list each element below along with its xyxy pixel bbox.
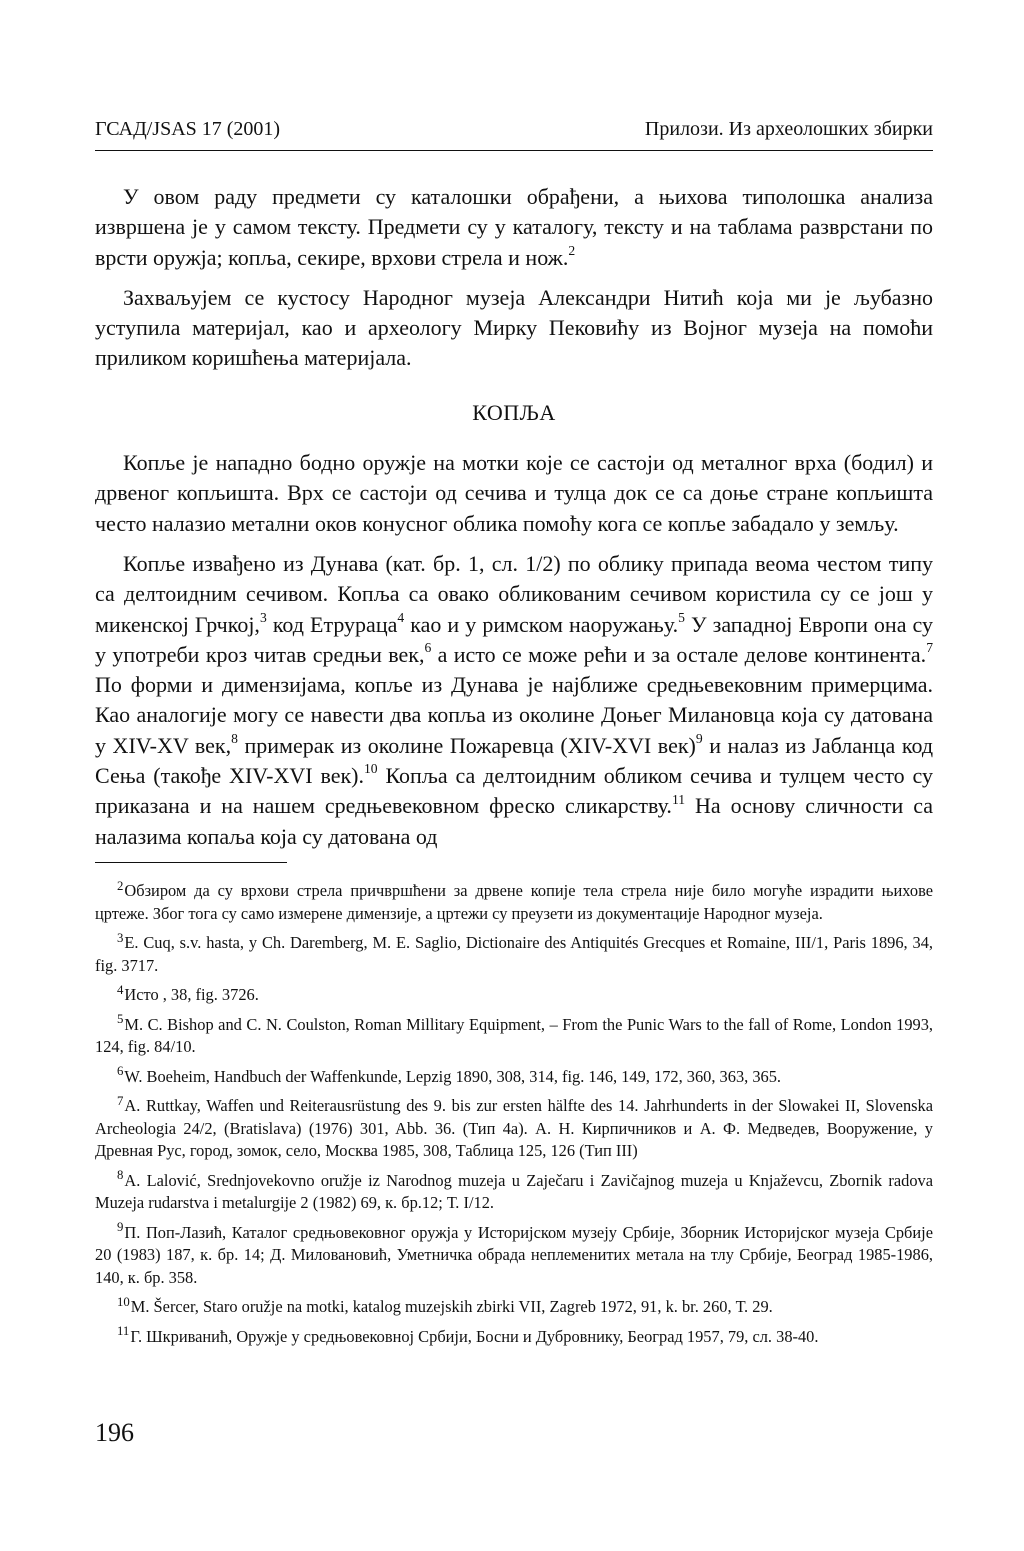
footnote [95, 1014, 933, 1059]
footnote-number: 2 [117, 878, 124, 893]
footnote-ref-8[interactable]: 8 [231, 731, 238, 747]
paragraph-thanks: Захваљујем се кустосу Народног музеја Александри Нитић која ми је љубазно уступила материјал, као и археологу Мирку Пековићу из Војног музеја на помоћи приликом коришћења материјала. [95, 284, 933, 371]
footnote-number: 6 [117, 1064, 124, 1079]
footnote-text: A. Lalović, Srednjovekovno oružje iz Narodnog muzeja u Zaječaru i Zavičajnog muzeja u Knjaževcu, Zbornik radova Muzeja rudarstva i metalurgije 2 (1982) 69, к. бр.12; Т. I/12. [95, 1170, 933, 1212]
footnote-text: E. Cuq, s.v. hasta, у Ch. Daremberg, M. E. Saglio, Dictionaire des Antiquités Grecques et Romaine, III/1, Paris 1896, 34, fig. 3717. [95, 933, 933, 975]
footnote-number: 3 [117, 930, 124, 945]
footnote-text: A. Ruttkay, Waffen und Reiterausrüstung des 9. bis zur ersten hälfte des 14. Jahrhunderts in der Slowakei II, Slovenska Archeologia 24/2, (Bratislava) (1976) 301, Abb. 36. (Тип 4a). А. Н. Кирпичников и А. Ф. Медведев, Вооружение, у Древная Рус, город, зомок, село, Москва 1985, 308, Таблица 125, 126 (Тип III) [95, 1096, 933, 1160]
footnote [95, 1326, 933, 1349]
footnote [95, 1066, 933, 1089]
paragraph-intro: У овом раду предмети су каталошки обрађени, а њихова типолошка анализа извршена је у самом тексту. Предмети су у каталогу, тексту и на таблама разврстани по врсти оружја; копља, секире, врхови стрела и нож.$^2$ [95, 184, 933, 270]
footnote-rule [95, 862, 287, 863]
footnote-ref-6[interactable]: 6 [424, 640, 432, 656]
footnote-number: 10 [117, 1294, 130, 1309]
footnote [95, 880, 933, 925]
footnote-number: 9 [117, 1220, 124, 1235]
footnote [95, 1296, 933, 1319]
footnote-text: Г. Шкриванић, Оружје у средњовековној Србији, Босни и Дубровнику, Београд 1957, 79, сл. 38-40. [130, 1326, 819, 1346]
footnote-ref-10[interactable]: 10 [363, 761, 378, 777]
footnote [95, 984, 933, 1007]
footnote-ref-2[interactable]: 2 [568, 242, 576, 258]
footnote-text: W. Boeheim, Handbuch der Waffenkunde, Lepzig 1890, 308, 314, fig. 146, 149, 172, 360, 363, 365. [124, 1066, 782, 1086]
footnote [95, 1222, 933, 1290]
header-section: Прилози. Из археолошких збирки [644, 118, 933, 140]
footnote-ref-7[interactable]: 7 [926, 640, 933, 656]
footnote-number: 11 [117, 1324, 130, 1339]
footnote-ref-11[interactable]: 11 [671, 791, 686, 807]
footnote-text: M. Šercer, Staro oružje na motki, katalog muzejskih zbirki VII, Zagreb 1972, 91, k. br. 260, Т. 29. [130, 1297, 773, 1316]
footnote-number: 5 [117, 1012, 124, 1027]
footnote-text: M. C. Bishop and C. N. Coulston, Roman Millitary Equipment, – From the Punic Wars to the fall of Rome, London 1993, 124, fig. 84/10. [95, 1014, 933, 1056]
footnote-ref-9[interactable]: 9 [695, 731, 703, 747]
page-number: 196 [95, 1418, 134, 1447]
header-journal: ГСАД/JSAS 17 (2001) [95, 118, 281, 140]
footnote-text: П. Поп-Лазић, Каталог средњовековног оружја у Историјском музеју Србије, Зборник Историјског музеја Србије 20 (1983) 187, к. бр. 14; Д. Миловановић, Уметничка обрада неплеменитих метала на тлу Србије, Београд 1985-1986, 140, к. бр. 358. [95, 1222, 933, 1287]
footnotes [95, 880, 933, 1348]
paragraph-spear-analysis: Копље извађено из Дунава (кат. бр. 1, сл. 1/2) по облику припада веома честом типу са делтоидним сечивом. Копља са овако обликованим сечивом користила су се још у микенској Грчкој,$^3$ код Етрураца$^4$ као и у римском наоружању.$^5$ У западној Европи она су у употреби кроз читав средњи век,$^6$ а исто се може рећи и за остале делове континента.$^7$ По форми и димензијама, копље из Дунава је најближе средњевековним примерцима. Као аналогије могу се навести два копља из околине Доњег Милановца која су датована у XIV-XV век,$^8$ примерак из околине Пожаревца (XIV-XVI век)$^9$ и налаз из Јабланца код Сења (такође XIV-XVI век).$^{10}$ Копља са делтоидним обликом сечива и тулцем често су приказана и на нашем средњевековном фреско сликарству.$^{11}$ На основу сличности са налазима копаља која су датована од [95, 550, 934, 849]
footnote-number: 4 [117, 982, 124, 997]
section-title: КОПЉА [472, 399, 556, 425]
footnote-number: 7 [117, 1093, 124, 1108]
paragraph-spear-definition: Копље је нападно бодно оружје на мотки које се састоји од металног врха (бодил) и дрвеног копљишта. Врх се састоји од сечива и тулца док се са доње стране копљишта често налазио метални оков конусног облика помоћу кога се копље забадало у земљу. [95, 450, 933, 536]
header-rule [95, 150, 933, 151]
footnote-ref-3[interactable]: 3 [259, 609, 267, 625]
footnote-text: Исто , 38, fig. 3726. [124, 985, 259, 1004]
main-text [95, 182, 933, 852]
footnote [95, 932, 933, 977]
footnote [95, 1095, 933, 1163]
footnote [95, 1170, 933, 1215]
running-header [95, 118, 933, 141]
footnote-text: Обзиром да су врхови стрела причвршћени за дрвене копије тела стрела није било могуће израдити њихове цртеже. Због тога су само измерене димензије, а цртежи су преузети из документације Народног музеја. [95, 881, 933, 923]
footnote-number: 8 [117, 1168, 124, 1183]
footnote-ref-4[interactable]: 4 [397, 609, 405, 625]
footnote-ref-5[interactable]: 5 [678, 609, 685, 625]
